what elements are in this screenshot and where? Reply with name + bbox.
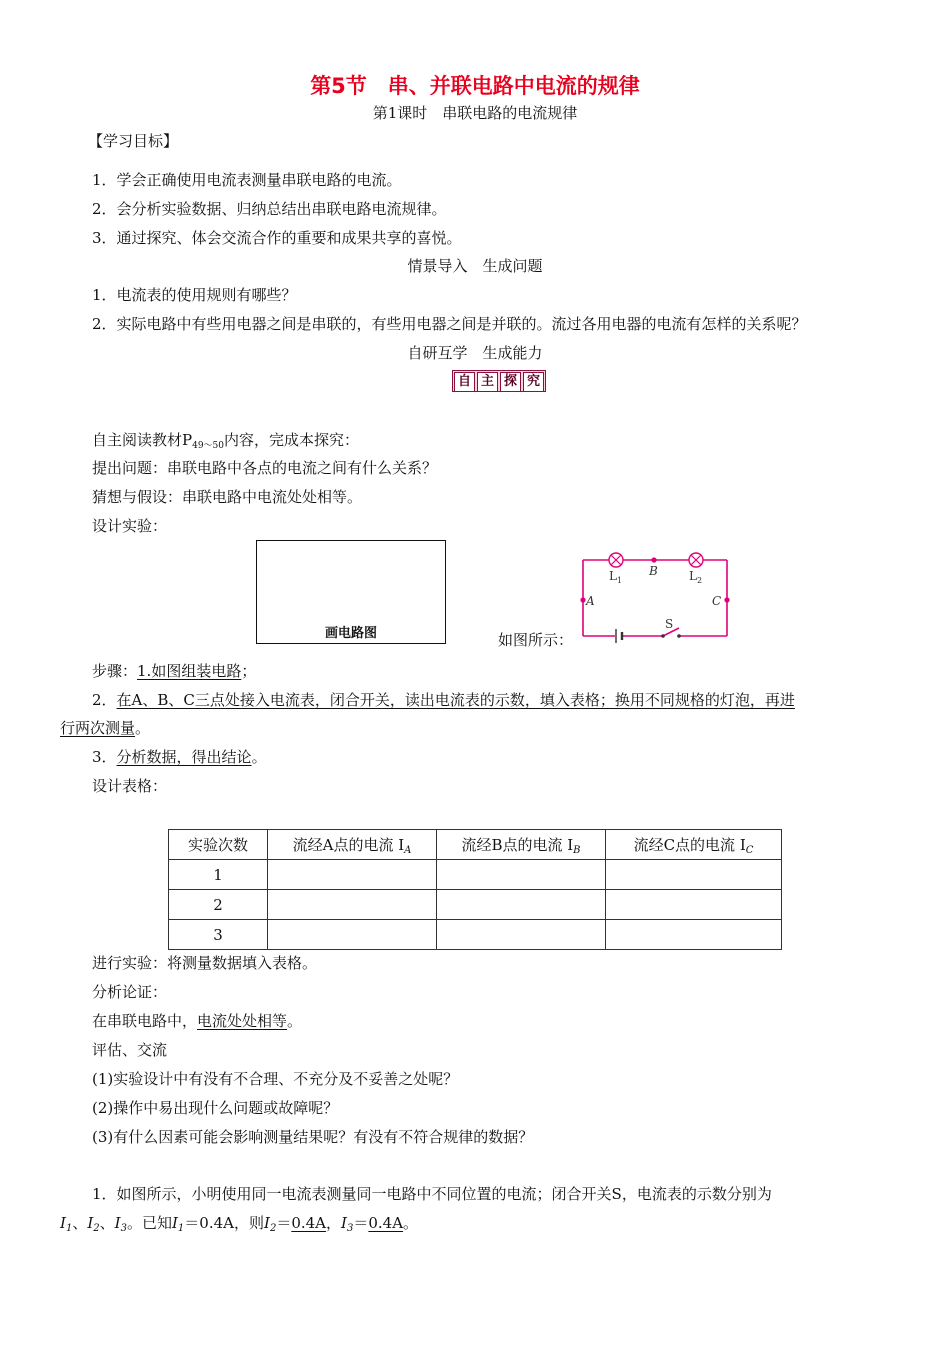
draw-box-caption: 画电路图 xyxy=(324,626,377,641)
read-instruction: 自主阅读教材$P_{49\sim 50}$内容，完成本探究： xyxy=(92,431,360,451)
step-2-line-1: 2．在A、B、C三点处接入电流表，闭合开关，读出电流表的示数，填入表格；换用不同规格的灯泡，再进 xyxy=(92,691,795,709)
label-c: C xyxy=(712,594,722,608)
badge-char-4: 究 xyxy=(523,372,544,392)
label-b: B xyxy=(649,564,658,578)
point-a-marker xyxy=(580,597,585,602)
step-1: 步骤：1.如图组装电路； xyxy=(92,662,257,680)
cell-a[interactable] xyxy=(268,860,437,890)
intro-heading: 情景导入 生成问题 xyxy=(407,257,543,275)
page-title: 第5节 串、并联电路中电流的规律 xyxy=(310,74,640,98)
step-3: 3．分析数据，得出结论。 xyxy=(92,748,267,766)
objective-2: 2．会分析实验数据、归纳总结出串联电路电流规律。 xyxy=(92,200,447,218)
answer-i3: 0.4A xyxy=(368,1214,404,1232)
point-c-marker xyxy=(724,597,729,602)
header-current-a: 流经A点的电流 $I_A$ xyxy=(268,830,437,860)
header-current-c: 流经C点的电流 $I_C$ xyxy=(606,830,782,860)
label-s: S xyxy=(665,617,674,631)
objective-1: 1．学会正确使用电流表测量串联电路的电流。 xyxy=(92,171,402,189)
analysis-label: 分析论证： xyxy=(92,983,168,1001)
measurement-table xyxy=(168,829,782,950)
table-design-label: 设计表格： xyxy=(92,777,168,795)
self-explore-badge xyxy=(452,370,546,392)
switch-contact xyxy=(677,634,681,638)
table-row xyxy=(169,890,782,920)
design-label: 设计实验： xyxy=(92,517,168,535)
conduct-text: 进行实验：将测量数据填入表格。 xyxy=(92,954,318,972)
label-l2: $L_2$ xyxy=(689,569,703,585)
exercise-line-1: 1．如图所示，小明使用同一电流表测量同一电路中不同位置的电流；闭合开关S，电流表的示数分别为 xyxy=(92,1185,772,1203)
intro-item-2: 2．实际电路中有些用电器之间是串联的，有些用电器之间是并联的。流过各用电器的电流有怎样的关系呢？ xyxy=(92,315,807,333)
cell-c[interactable] xyxy=(606,920,782,950)
self-study-heading: 自研互学 生成能力 xyxy=(407,344,543,362)
trial-number: 3 xyxy=(169,920,268,950)
lamp-l1-icon xyxy=(609,553,623,567)
page-subtitle: 第1课时 串联电路的电流规律 xyxy=(372,104,578,122)
series-circuit-diagram xyxy=(575,548,735,648)
battery-icon xyxy=(616,629,622,643)
evaluate-q1: (1)实验设计中有没有不合理、不充分及不妥善之处呢？ xyxy=(92,1070,459,1088)
table-row xyxy=(169,860,782,890)
read-pages: 49～50 xyxy=(192,441,224,451)
exercise-line-2: $I_1$、$I_2$、$I_3$。已知$I_1=0.4A$，则$I_2=0.4A$，$I_3=0.4A$。 xyxy=(60,1214,419,1234)
header-current-b: 流经B点的电流 $I_B$ xyxy=(437,830,606,860)
objective-3: 3．通过探究、体会交流合作的重要和成果共享的喜悦。 xyxy=(92,229,462,247)
hypothesis-text: 猜想与假设：串联电路中电流处处相等。 xyxy=(92,488,363,506)
point-b-marker xyxy=(651,557,656,562)
circuit-drawing-box xyxy=(256,540,446,644)
evaluate-q2: (2)操作中易出现什么问题或故障呢？ xyxy=(92,1099,339,1117)
evaluate-label: 评估、交流 xyxy=(92,1041,168,1059)
table-header-row xyxy=(169,830,782,860)
conclusion-text: 在串联电路中，电流处处相等。 xyxy=(92,1012,303,1030)
intro-item-1: 1．电流表的使用规则有哪些？ xyxy=(92,286,297,304)
cell-a[interactable] xyxy=(268,920,437,950)
answer-i2: 0.4A xyxy=(291,1214,327,1232)
cell-a[interactable] xyxy=(268,890,437,920)
figure-caption: 如图所示： xyxy=(498,631,574,649)
switch-pivot xyxy=(661,634,665,638)
header-trial: 实验次数 xyxy=(169,830,268,860)
label-a: A xyxy=(586,594,595,608)
objectives-heading: 【学习目标】 xyxy=(88,132,179,150)
badge-char-3: 探 xyxy=(500,372,521,392)
trial-number: 2 xyxy=(169,890,268,920)
cell-b[interactable] xyxy=(437,890,606,920)
cell-b[interactable] xyxy=(437,920,606,950)
table-row xyxy=(169,920,782,950)
step-2-line-2: 行两次测量。 xyxy=(60,719,151,737)
label-l1: $L_1$ xyxy=(609,569,623,585)
trial-number: 1 xyxy=(169,860,268,890)
badge-char-1: 自 xyxy=(454,372,475,392)
evaluate-q3: (3)有什么因素可能会影响测量结果呢？有没有不符合规律的数据？ xyxy=(92,1128,534,1146)
question-text: 提出问题：串联电路中各点的电流之间有什么关系？ xyxy=(92,459,438,477)
lamp-l2-icon xyxy=(689,553,703,567)
cell-c[interactable] xyxy=(606,890,782,920)
cell-b[interactable] xyxy=(437,860,606,890)
cell-c[interactable] xyxy=(606,860,782,890)
badge-char-2: 主 xyxy=(477,372,498,392)
